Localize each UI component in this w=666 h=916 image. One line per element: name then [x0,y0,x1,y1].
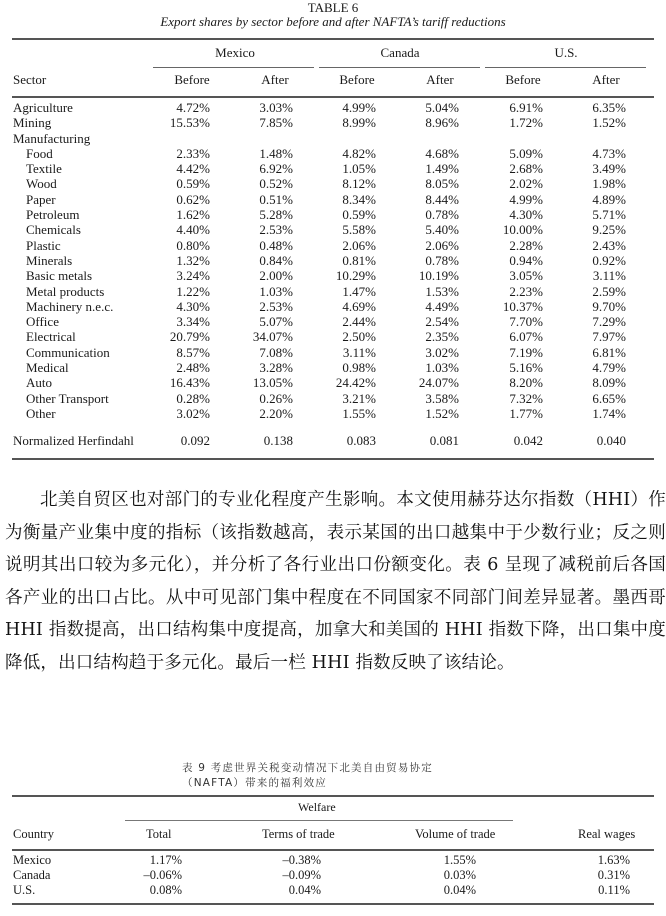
share-value: 1.98% [592,176,626,192]
table-row [0,375,666,390]
share-value: 1.55% [342,405,376,421]
sector-label: Machinery n.e.c. [26,298,114,314]
share-value: 0.84% [259,252,293,268]
share-value: 7.19% [509,344,543,360]
real-wages-value: 0.31% [597,868,630,882]
sector-label: Agriculture [13,100,73,115]
terms-of-trade-value: –0.38% [282,853,321,867]
sector-label: Basic metals [26,268,93,284]
real-wages-value: 0.11% [598,883,630,897]
table9-row [0,853,666,868]
share-value: 3.11% [592,268,626,284]
table-row [0,161,666,176]
country-name: Canada [13,868,51,882]
share-value: 8.05% [425,176,459,192]
share-value: 4.99% [509,191,543,207]
share-value: 15.53% [169,115,210,131]
share-value: 2.54% [425,314,459,330]
country-header-canada: Canada [380,45,420,60]
table-row [0,192,666,207]
share-value: 5.40% [425,222,459,238]
total-value: 0.08% [149,883,182,897]
table-row [0,391,666,406]
table-row [0,176,666,191]
share-value: 0.083 [346,433,376,449]
share-value: 3.02% [176,405,210,421]
sector-label: Auto [26,375,52,391]
share-value: 0.52% [259,176,293,192]
share-value: 6.35% [592,100,626,115]
share-value: 3.11% [342,344,376,360]
share-value: 2.06% [342,237,376,253]
table6-title: TABLE 6 [307,0,359,15]
share-value: 2.28% [509,237,543,253]
sector-label: Communication [26,344,110,360]
share-value: 4.30% [176,298,210,314]
sector-label: Textile [26,161,62,177]
share-value: 0.59% [176,176,210,192]
share-value: 7.97% [592,329,626,345]
table-row [0,329,666,344]
share-value: 4.49% [425,298,459,314]
share-value: 1.77% [509,405,543,421]
sector-label: Medical [26,360,69,376]
total-value: –0.06% [143,868,182,882]
share-value: 1.74% [592,405,626,421]
share-value: 0.80% [176,237,210,253]
share-value: 0.26% [259,390,293,406]
share-value: 6.07% [509,329,543,345]
share-value: 3.58% [425,390,459,406]
share-value: 8.34% [342,191,376,207]
share-value: 0.138 [263,433,293,449]
table-row [0,253,666,268]
sector-label: Normalized Herfindahl [13,433,134,449]
sector-label: Other Transport [26,390,109,406]
sector-label: Petroleum [26,207,80,223]
share-value: 4.79% [592,360,626,376]
share-value: 8.57% [176,344,210,360]
share-value: 9.70% [592,298,626,314]
share-value: 3.03% [259,100,293,115]
table6-header-rule [12,96,654,98]
share-value: 0.62% [176,191,210,207]
share-value: 4.99% [342,100,376,115]
share-value: 0.81% [342,252,376,268]
share-value: 8.96% [425,115,459,131]
share-value: 2.06% [425,237,459,253]
table9-top-rule [12,795,654,797]
sector-label: Food [26,145,53,161]
share-value: 2.59% [592,283,626,299]
share-value: 2.33% [176,145,210,161]
share-value: 2.02% [509,176,543,192]
share-value: 10.37% [502,298,543,314]
share-value: 10.00% [502,222,543,238]
header-total: Total [146,827,172,841]
terms-of-trade-value: 0.04% [288,883,321,897]
share-value: 0.78% [425,252,459,268]
share-value: 2.23% [509,283,543,299]
country-header-mexico: Mexico [215,45,255,60]
share-value: 0.92% [592,252,626,268]
share-value: 1.03% [259,283,293,299]
sector-label: Chemicals [26,222,81,238]
table6-top-rule [12,38,654,40]
share-value: 1.49% [425,161,459,177]
share-value: 3.05% [509,268,543,284]
share-value: 3.34% [176,314,210,330]
subheader-us-before: Before [505,72,541,87]
volume-of-trade-value: 0.04% [443,883,476,897]
country-header-us: U.S. [554,45,578,60]
share-value: 2.20% [259,405,293,421]
row-spacer [0,421,666,433]
share-value: 8.20% [509,375,543,391]
table9-bottom-rule [12,903,654,905]
share-value: 0.042 [513,433,543,449]
table-row [0,268,666,283]
share-value: 10.29% [335,268,376,284]
share-value: 4.73% [592,145,626,161]
share-value: 0.092 [180,433,210,449]
share-value: 4.68% [425,145,459,161]
share-value: 3.02% [425,344,459,360]
share-value: 0.48% [259,237,293,253]
share-value: 2.53% [259,222,293,238]
sector-label: Metal products [26,283,105,299]
share-value: 6.91% [509,100,543,115]
sector-header: Sector [13,72,47,87]
subheader-canada-before: Before [339,72,375,87]
subheader-us-after: After [592,72,620,87]
share-value: 5.09% [509,145,543,161]
share-value: 16.43% [169,375,210,391]
share-value: 4.42% [176,161,210,177]
sector-label: Minerals [26,252,73,268]
share-value: 1.22% [176,283,210,299]
share-value: 1.03% [425,360,459,376]
share-value: 4.82% [342,145,376,161]
share-value: 2.53% [259,298,293,314]
total-value: 1.17% [149,853,182,867]
real-wages-value: 1.63% [597,853,630,867]
table9-header-rule [12,849,654,851]
share-value: 6.92% [259,161,293,177]
share-value: 2.35% [425,329,459,345]
share-value: 6.65% [592,390,626,406]
share-value: 3.24% [176,268,210,284]
table9-caption-line2: （NAFTA）带来的福利效应 [182,777,327,789]
share-value: 4.40% [176,222,210,238]
table-row [0,207,666,222]
sector-label: Paper [26,191,56,207]
share-value: 4.72% [176,100,210,115]
table-row [0,131,666,146]
share-value: 1.47% [342,283,376,299]
table6-caption: Export shares by sector before and after NAFTA’s tariff reductions [160,14,506,29]
table6-body [0,100,666,449]
terms-of-trade-value: –0.09% [282,868,321,882]
sector-label: Wood [26,176,57,192]
share-value: 2.48% [176,360,210,376]
share-value: 0.78% [425,207,459,223]
share-value: 2.44% [342,314,376,330]
table-row [0,284,666,299]
header-terms-of-trade: Terms of trade [262,827,335,841]
table-row [0,360,666,375]
share-value: 7.85% [259,115,293,131]
table9-row [0,883,666,898]
share-value: 2.00% [259,268,293,284]
share-value: 1.53% [425,283,459,299]
subheader-mexico-after: After [261,72,289,87]
share-value: 7.29% [592,314,626,330]
table-row [0,115,666,130]
table-row [0,299,666,314]
table-row [0,238,666,253]
share-value: 2.43% [592,237,626,253]
subheader-canada-after: After [426,72,454,87]
sector-label: Mining [13,115,52,131]
share-value: 8.99% [342,115,376,131]
share-value: 8.09% [592,375,626,391]
country-name: U.S. [13,883,36,897]
share-value: 0.040 [596,433,626,449]
table9-caption-line1: 表 9 考虑世界关税变动情况下北美自由贸易协定 [182,762,433,774]
share-value: 13.05% [252,375,293,391]
share-value: 5.58% [342,222,376,238]
table-row [0,345,666,360]
share-value: 24.07% [418,375,459,391]
share-value: 1.52% [592,115,626,131]
share-value: 0.94% [509,252,543,268]
share-value: 8.12% [342,176,376,192]
share-value: 20.79% [169,329,210,345]
share-value: 0.081 [429,433,459,449]
header-volume-of-trade: Volume of trade [415,827,496,841]
header-real-wages: Real wages [578,827,636,841]
subheader-mexico-before: Before [174,72,210,87]
volume-of-trade-value: 0.03% [443,868,476,882]
table-row [0,314,666,329]
share-value: 0.98% [342,360,376,376]
share-value: 8.44% [425,191,459,207]
share-value: 5.28% [259,207,293,223]
share-value: 1.72% [509,115,543,131]
share-value: 10.19% [418,268,459,284]
table9-row [0,868,666,883]
share-value: 5.16% [509,360,543,376]
body-paragraph [5,484,666,679]
table-row [0,406,666,421]
share-value: 4.69% [342,298,376,314]
paragraph-text: 北美自贸区也对部门的专业化程度产生影响。本文使用赫芬达尔指数（HHI）作为衡量产业集中度的指标（该指数越高，表示某国的出口越集中于少数行业；反之则说明其出口较为多元化），并分析了各行业出口份额变化。表 6 呈现了减税前后各国各产业的出口占比。从中可见部门集中程度在不同国家不同部门间差异显著。墨西哥 HHI 指数提高，出口结构集中度提高，加拿大和美国的 HHI 指数下降，出口集中度降低，出口结构趋于多元化。最后一栏 HHI 指数反映了该结论。 [5,490,666,673]
share-value: 3.28% [259,360,293,376]
share-value: 34.07% [252,329,293,345]
volume-of-trade-value: 1.55% [443,853,476,867]
share-value: 5.71% [592,207,626,223]
share-value: 1.52% [425,405,459,421]
share-value: 2.68% [509,161,543,177]
sector-label: Office [26,314,59,330]
share-value: 7.32% [509,390,543,406]
share-value: 1.48% [259,145,293,161]
share-value: 5.04% [425,100,459,115]
share-value: 1.62% [176,207,210,223]
share-value: 1.05% [342,161,376,177]
table-row [0,146,666,161]
welfare-header: Welfare [298,800,336,814]
sector-label: Electrical [26,329,76,345]
share-value: 0.28% [176,390,210,406]
table6-bottom-rule [12,458,654,460]
table-row [0,222,666,237]
share-value: 3.49% [592,161,626,177]
share-value: 1.32% [176,252,210,268]
share-value: 3.21% [342,390,376,406]
group-rule-mexico [153,67,314,68]
share-value: 5.07% [259,314,293,330]
share-value: 4.89% [592,191,626,207]
group-rule-canada [319,67,480,68]
header-country: Country [13,827,54,841]
table9-caption [182,761,433,791]
table-row [0,100,666,115]
welfare-group-rule [125,820,513,821]
share-value: 6.81% [592,344,626,360]
share-value: 0.51% [259,191,293,207]
sector-label: Manufacturing [13,130,91,146]
country-name: Mexico [13,853,52,867]
share-value: 9.25% [592,222,626,238]
share-value: 0.59% [342,207,376,223]
sector-label: Other [26,405,56,421]
group-rule-us [485,67,646,68]
share-value: 2.50% [342,329,376,345]
sector-label: Plastic [26,237,61,253]
share-value: 4.30% [509,207,543,223]
share-value: 24.42% [335,375,376,391]
share-value: 7.70% [509,314,543,330]
share-value: 7.08% [259,344,293,360]
table-row [0,433,666,448]
